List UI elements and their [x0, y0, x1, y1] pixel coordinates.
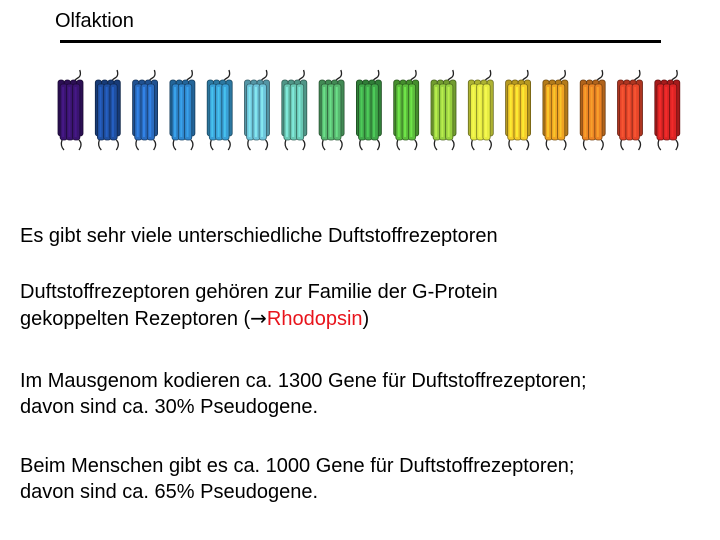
receptor-16 [618, 70, 643, 150]
receptor-illustration [50, 64, 700, 154]
receptor-3 [133, 70, 158, 150]
receptor-7 [282, 70, 307, 150]
paragraph-human-line2: davon sind ca. 65% Pseudogene. [20, 481, 318, 503]
receptor-9 [356, 70, 381, 150]
receptor-14 [543, 70, 568, 150]
receptor-6 [245, 70, 270, 150]
paragraph-family [20, 279, 498, 332]
paragraph-family-line1: Duftstoffrezeptoren gehören zur Familie der G-Protein [20, 281, 498, 303]
arrow-icon: → [250, 306, 267, 330]
receptor-13 [506, 70, 531, 150]
receptor-17 [655, 70, 680, 150]
slide-title: Olfaktion [55, 10, 134, 32]
rhodopsin-link[interactable]: Rhodopsin [266, 308, 363, 330]
paragraph-variety-text: Es gibt sehr viele unterschiedliche Duftstoffrezeptoren [20, 225, 498, 247]
title-underline [60, 40, 661, 43]
paragraph-mouse-line1: Im Mausgenom kodieren ca. 1300 Gene für Duftstoffrezeptoren; [20, 370, 587, 392]
paragraph-mouse-line2: davon sind ca. 30% Pseudogene. [20, 396, 318, 418]
paragraph-family-line2-text: gekoppelten Rezeptoren ( [20, 308, 251, 330]
paragraph-human-line1: Beim Menschen gibt es ca. 1000 Gene für Duftstoffrezeptoren; [20, 455, 575, 477]
receptor-4 [170, 70, 195, 150]
receptor-15 [580, 70, 605, 150]
receptor-2 [95, 70, 120, 150]
paragraph-family-line2 [20, 305, 498, 332]
paragraph-variety [20, 223, 498, 249]
receptor-5 [207, 70, 232, 150]
paragraph-mouse [20, 368, 587, 420]
receptor-8 [319, 70, 344, 150]
receptor-1 [58, 70, 83, 150]
receptor-10 [394, 70, 419, 150]
paragraph-human [20, 453, 574, 505]
receptor-11 [431, 70, 456, 150]
receptor-12 [468, 70, 493, 150]
closing-paren: ) [362, 308, 370, 330]
